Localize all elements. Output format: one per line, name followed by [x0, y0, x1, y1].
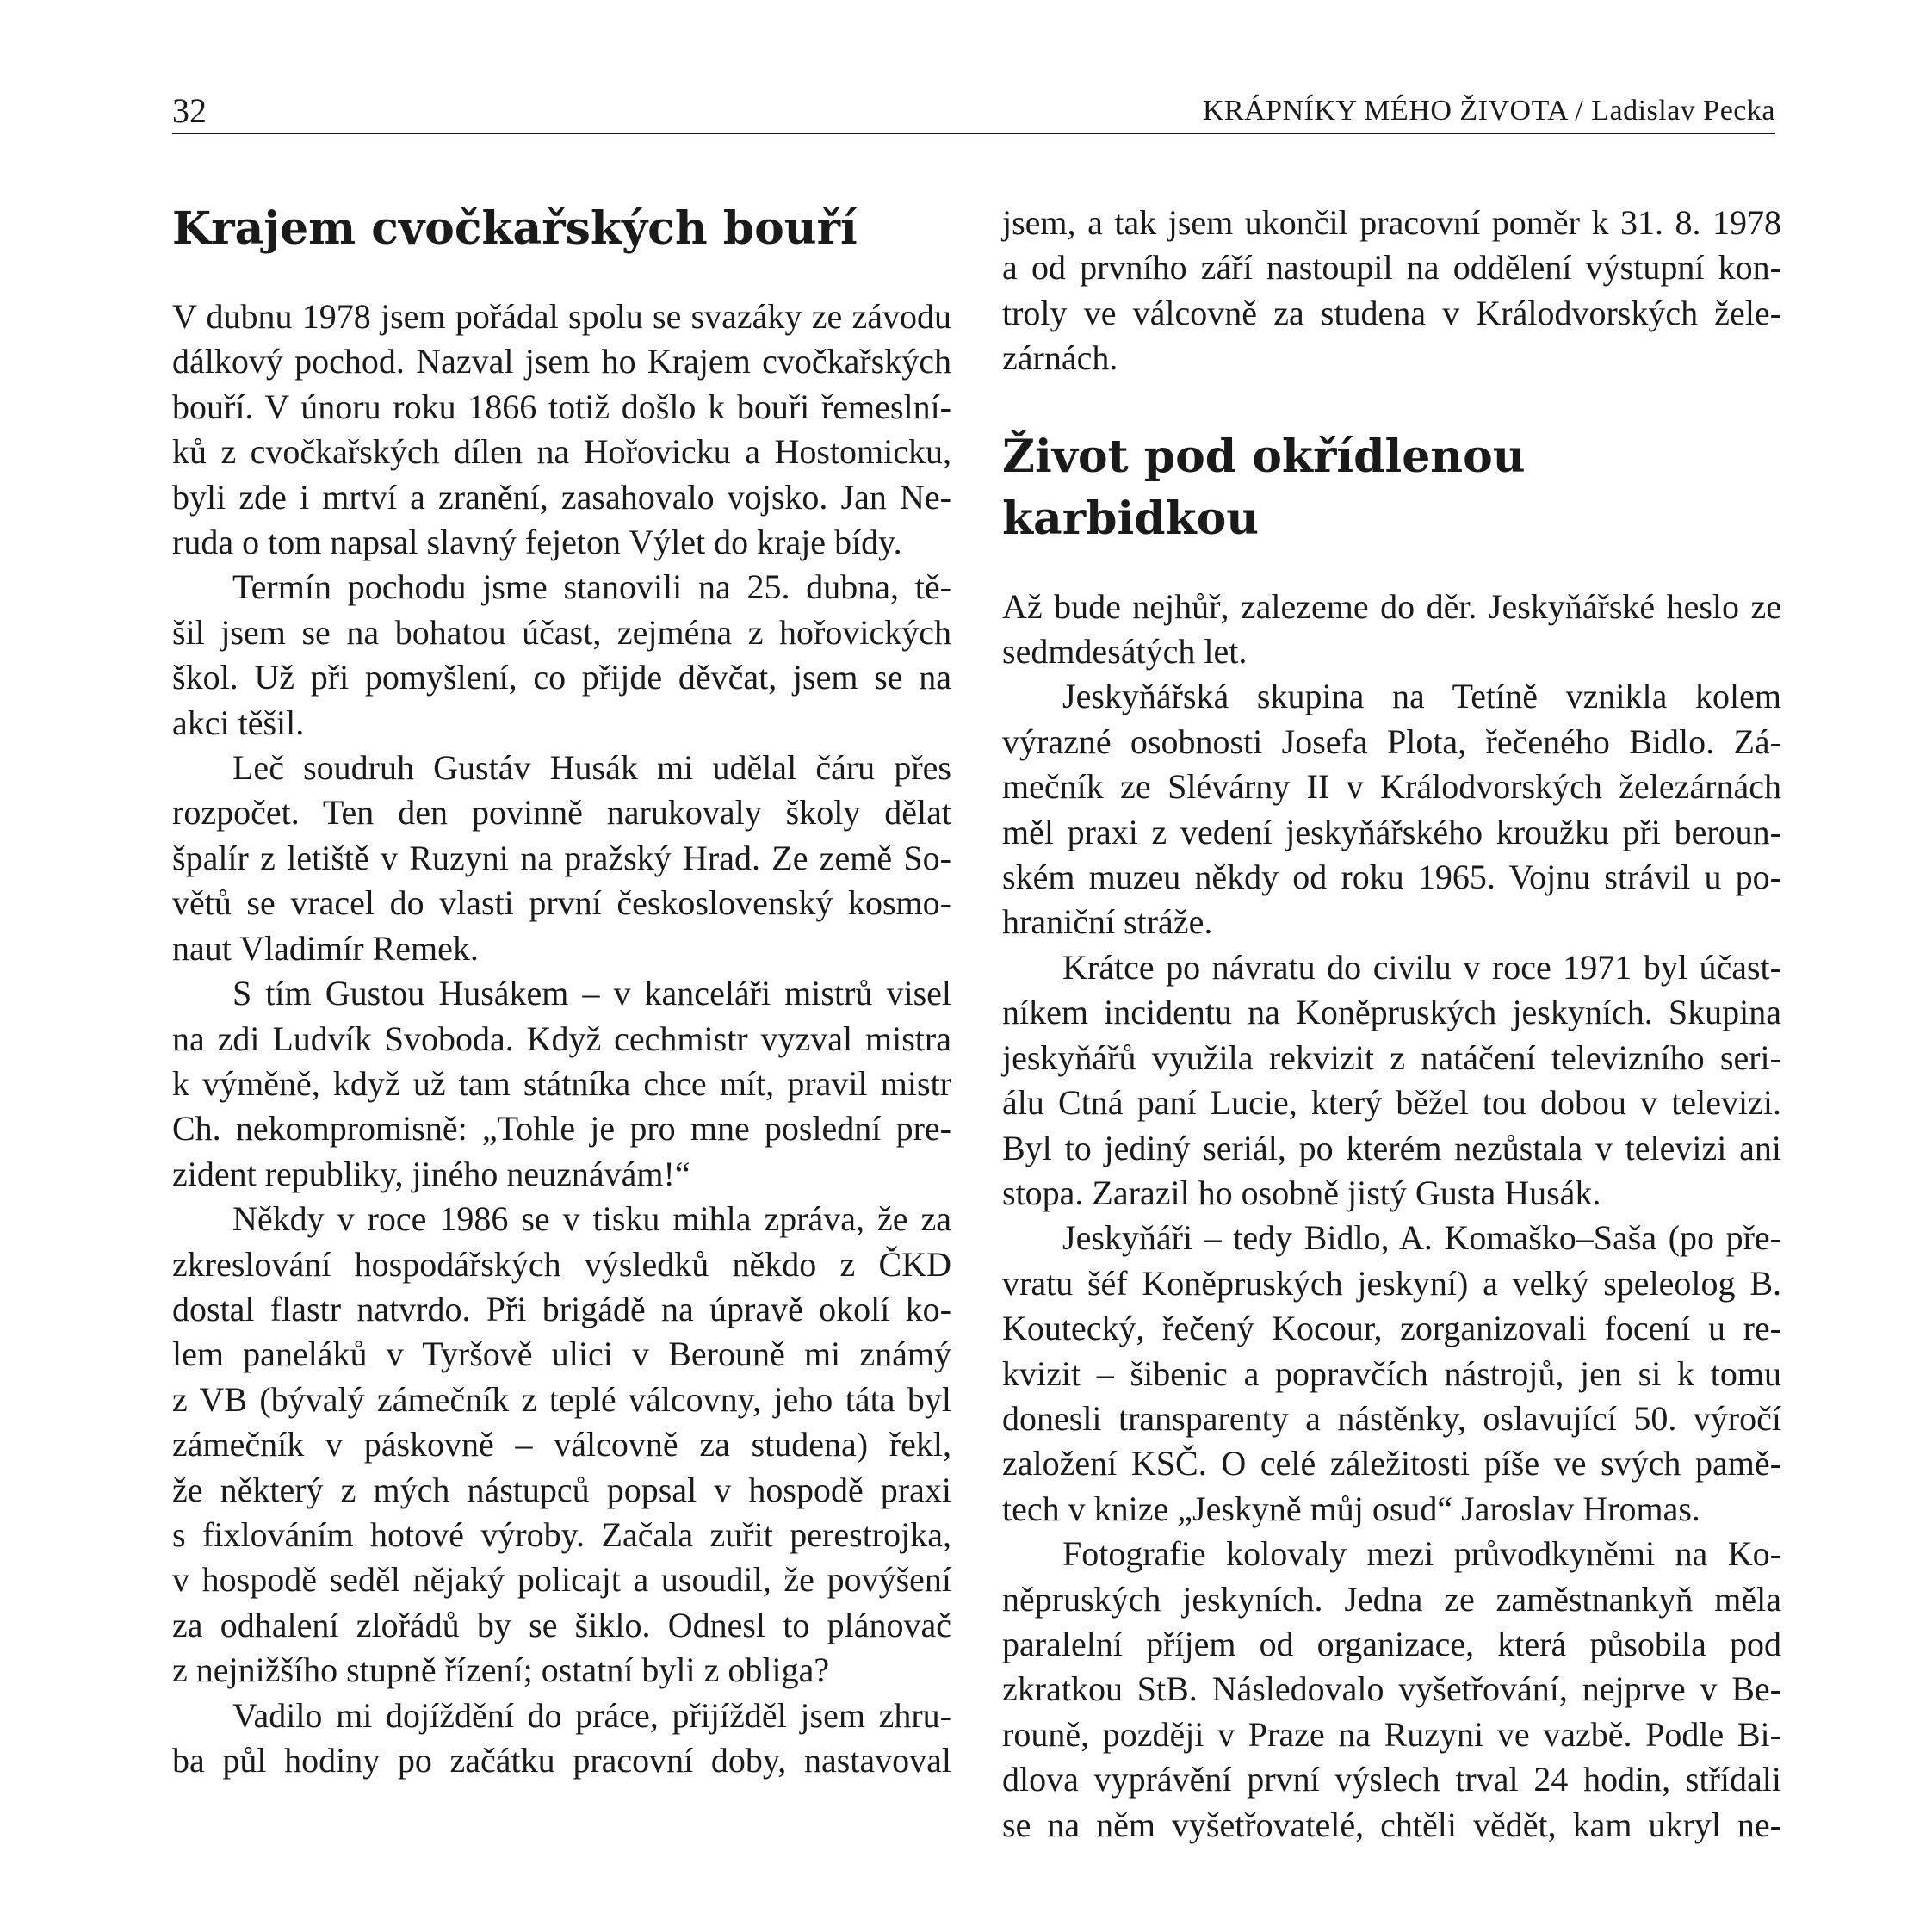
text-line: z VB (bývalý zámečník z teplé válcovny, jeho táta byl — [172, 1379, 951, 1419]
text-line: troly ve válcovně za studena v Králodvorských žele- — [1002, 293, 1781, 332]
text-line: níkem incidentu na Koněpruských jeskyních. Skupina — [1002, 993, 1781, 1032]
text-line: Fotografie kolovaly mezi průvodkyněmi na Ko- — [1062, 1534, 1781, 1574]
text-line: mečník ze Slévárny II v Králodvorských železárnách — [1002, 767, 1781, 807]
right-body-text-continued — [1002, 201, 1781, 381]
text-line: ba půl hodiny po začátku pracovní doby, nastavoval — [172, 1741, 951, 1780]
text-line: zámečník v páskovně – válcovně za studena) řekl, — [172, 1425, 951, 1464]
running-header — [172, 90, 1775, 134]
text-line: za odhalení zlořádů by se šiklo. Odnesl to plánovač — [172, 1605, 951, 1644]
text-line: jsem, a tak jsem ukončil pracovní poměr k 31. 8. 1978 — [1002, 203, 1781, 242]
text-line: v hospodě seděl nějaký policajt a usoudil, že povýšení — [172, 1560, 951, 1600]
left-column — [172, 198, 951, 1783]
text-line: ků z cvočkařských dílen na Hořovicku a Hostomicku, — [172, 432, 951, 472]
text-line: naut Vladimír Remek. — [172, 928, 479, 968]
text-line: stopa. Zarazil ho osobně jistý Gusta Husák. — [1002, 1173, 1601, 1212]
text-line: dostal flastr natvrdo. Při brigádě na úpravě okolí ko- — [172, 1289, 951, 1328]
text-line: dálkový pochod. Nazval jsem ho Krajem cvočkařských — [172, 342, 951, 381]
text-line: lem paneláků v Tyršově ulici v Berouně mi známý — [172, 1334, 951, 1374]
text-line: ském muzeu někdy od roku 1965. Vojnu strávil u po- — [1002, 858, 1781, 897]
left-body-text — [172, 294, 951, 1783]
text-line: zident republiky, jiného neuznávám!“ — [172, 1154, 690, 1193]
text-line: měl praxi z vedení jeskyňářského kroužku při beroun- — [1002, 812, 1781, 851]
text-line: S tím Gustou Husákem – v kanceláři mistrů visel — [232, 974, 951, 1013]
right-column — [1002, 201, 1781, 1848]
text-line: šil jsem se na bohatou účast, zejména z hořovických — [172, 612, 951, 652]
text-line: donesli transparenty a nástěnky, oslavující 50. výročí — [1002, 1398, 1781, 1438]
text-line: zkreslování hospodářských výsledků někdo z ČKD — [172, 1244, 951, 1284]
text-line: založení KSČ. O celé záležitosti píše ve svých pamě- — [1002, 1444, 1781, 1483]
text-line: sedmdesátých let. — [1002, 632, 1248, 672]
section-heading-krajem: Krajem cvočkařských bouří — [172, 202, 858, 255]
text-line: rozpočet. Ten den povinně narukovaly školy dělat — [172, 793, 951, 833]
text-line: paralelní příjem od organizace, která působila pod — [1002, 1624, 1781, 1663]
text-line: škol. Už při pomyšlení, co přijde děvčat, jsem se na — [172, 658, 951, 697]
text-line: zárnách. — [1002, 338, 1118, 378]
text-line: větů se vracel do vlasti první československý kosmo- — [172, 883, 951, 923]
text-line: Někdy v roce 1986 se v tisku mihla zpráva, že za — [232, 1199, 951, 1239]
text-line: rouně, později v Praze na Ruzyni ve vazbě. Podle Bi- — [1002, 1714, 1781, 1754]
text-line: Byl to jediný seriál, po kterém nezůstala v televizi ani — [1002, 1128, 1781, 1167]
text-line: ruda o tom napsal slavný fejeton Výlet do kraje bídy. — [172, 523, 902, 562]
text-line: špalír z letiště v Ruzyni na pražský Hrad. Ze země So- — [172, 838, 951, 877]
page-number: 32 — [172, 91, 207, 130]
text-line: k výměně, když už tam státníka chce mít, pravil mistr — [172, 1063, 951, 1103]
text-line: hraniční stráže. — [1002, 902, 1213, 942]
text-line: akci těšil. — [172, 703, 305, 742]
text-line: z nejnižšího stupně řízení; ostatní byli z obliga? — [172, 1650, 830, 1690]
text-line: se na něm vyšetřovatelé, chtěli vědět, kam ukryl ne- — [1002, 1805, 1781, 1844]
text-line: tech v knize „Jeskyně můj osud“ Jaroslav Hromas. — [1002, 1489, 1700, 1528]
text-line: že některý z mých nástupců popsal v hospodě praxi — [172, 1470, 951, 1509]
text-line: byli zde i mrtví a zranění, zasahovalo vojsko. Jan Ne- — [172, 477, 951, 517]
text-line: bouří. V únoru roku 1866 totiž došlo k bouři řemeslní- — [172, 387, 951, 426]
text-line: a od prvního září nastoupil na oddělení výstupní kon- — [1002, 248, 1781, 288]
text-line: V dubnu 1978 jsem pořádal spolu se svazáky ze závodu — [172, 297, 951, 336]
text-line: Krátce po návratu do civilu v roce 1971 byl účast- — [1062, 947, 1781, 987]
text-line: Až bude nejhůř, zalezeme do děr. Jeskyňářské heslo ze — [1002, 586, 1781, 626]
text-line: zkratkou StB. Následovalo vyšetřování, nejprve v Be- — [1002, 1669, 1781, 1709]
text-line: jeskyňářů využila rekvizit z natáčení televizního seri- — [1002, 1037, 1781, 1077]
text-line: Leč soudruh Gustáv Husák mi udělal čáru přes — [232, 748, 951, 788]
text-line: s fixlováním hotové výroby. Začala zuřit perestrojka, — [172, 1514, 951, 1554]
text-line: Jeskyňářská skupina na Tetíně vznikla kolem — [1062, 677, 1781, 716]
book-title: KRÁPNÍKY MÉHO ŽIVOTA / Ladislav Pecka — [1202, 95, 1775, 127]
text-line: Koutecký, řečený Kocour, zorganizovali focení u re- — [1002, 1309, 1781, 1348]
text-line: kvizit – šibenic a popravčích nástrojů, jen si k tomu — [1002, 1353, 1781, 1393]
text-line: na zdi Ludvík Svoboda. Když cechmistr vyzval mistra — [172, 1019, 951, 1058]
text-line: álu Ctná paní Lucie, který běžel tou dobou v televizi. — [1002, 1083, 1781, 1123]
text-line: výrazné osobnosti Josefa Plota, řečeného Bidlo. Zá- — [1002, 721, 1781, 761]
text-line: dlova vyprávění první výslech trval 24 hodin, střídali — [1002, 1760, 1781, 1799]
section-heading-zivot: Život pod okřídlenou karbidkou — [1002, 430, 1526, 545]
text-line: Ch. nekompromisně: „Tohle je pro mne poslední pre- — [172, 1109, 951, 1149]
text-line: něpruských jeskyních. Jedna ze zaměstnankyň měla — [1002, 1579, 1781, 1619]
text-line: Vadilo mi dojíždění do práce, přijížděl jsem zhru- — [232, 1695, 951, 1735]
right-body-text — [1002, 585, 1781, 1848]
text-line: Termín pochodu jsme stanovili na 25. dubna, tě- — [232, 567, 951, 607]
text-line: Jeskyňáři – tedy Bidlo, A. Komaško–Saša (po pře- — [1062, 1218, 1781, 1258]
text-line: vratu šéf Koněpruských jeskyní) a velký speleolog B. — [1002, 1263, 1781, 1303]
